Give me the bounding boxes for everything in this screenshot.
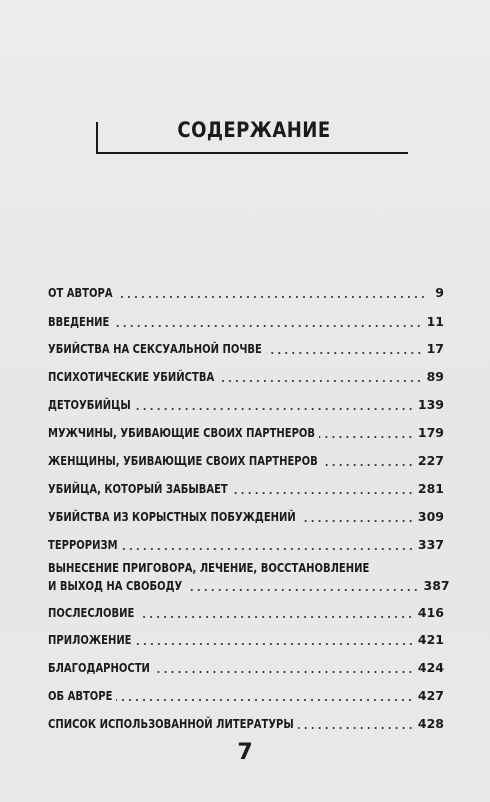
title-bracket-vertical bbox=[96, 122, 98, 154]
dot-leader bbox=[122, 548, 414, 550]
toc-entry-page: 337 bbox=[417, 537, 444, 552]
toc-entry-label: СПИСОК ИСПОЛЬЗОВАННОЙ ЛИТЕРАТУРЫ bbox=[48, 716, 294, 731]
toc-entry-page: 309 bbox=[417, 509, 444, 524]
toc-entry-label: ПОСЛЕСЛОВИЕ bbox=[48, 605, 135, 620]
toc-entry-label: ЖЕНЩИНЫ, УБИВАЮЩИЕ СВОИХ ПАРТНЕРОВ bbox=[48, 453, 318, 468]
toc-entry-page: 89 bbox=[426, 369, 444, 384]
toc-entry-appendix[interactable] bbox=[48, 631, 444, 649]
toc-entry-page: 17 bbox=[426, 341, 444, 356]
toc-entry-label-line2: И ВЫХОД НА СВОБОДУ bbox=[48, 578, 183, 593]
dot-leader bbox=[232, 492, 414, 494]
dot-leader bbox=[266, 352, 423, 354]
page-number: 7 bbox=[237, 740, 253, 765]
toc-entry-acknowledgements[interactable] bbox=[48, 659, 444, 677]
page-title: СОДЕРЖАНИЕ bbox=[177, 118, 331, 142]
dot-leader bbox=[186, 589, 419, 591]
toc-entry-bibliography[interactable] bbox=[48, 715, 444, 733]
toc-entry-from-author[interactable] bbox=[48, 284, 444, 302]
toc-entry-terrorism[interactable] bbox=[48, 536, 444, 554]
toc-entry-introduction[interactable] bbox=[48, 313, 444, 331]
dot-leader bbox=[300, 520, 414, 522]
toc-entry-label: БЛАГОДАРНОСТИ bbox=[48, 660, 150, 675]
toc-entry-page: 427 bbox=[417, 688, 444, 703]
toc-entry-label: УБИЙСТВА НА СЕКСУАЛЬНОЙ ПОЧВЕ bbox=[48, 341, 262, 356]
toc-entry-label: ПРИЛОЖЕНИЕ bbox=[48, 632, 132, 647]
toc-entry-label: ДЕТОУБИЙЦЫ bbox=[48, 397, 131, 412]
dot-leader bbox=[154, 671, 414, 673]
toc-entry-label: ТЕРРОРИЗМ bbox=[48, 537, 118, 552]
toc-entry-page: 281 bbox=[417, 481, 444, 496]
dot-leader bbox=[136, 643, 414, 645]
toc-entry-label: МУЖЧИНЫ, УБИВАЮЩИЕ СВОИХ ПАРТНЕРОВ bbox=[48, 425, 316, 440]
toc-entry-page: 416 bbox=[417, 605, 444, 620]
toc-entry-men-killing-partners[interactable] bbox=[48, 424, 444, 442]
toc-entry-women-killing-partners[interactable] bbox=[48, 452, 444, 470]
toc-entry-sentencing-treatment[interactable] bbox=[48, 559, 450, 595]
toc-entry-page: 421 bbox=[417, 632, 444, 647]
toc-entry-label-line1: ВЫНЕСЕНИЕ ПРИГОВОРА, ЛЕЧЕНИЕ, ВОССТАНОВЛЕНИЕ bbox=[48, 560, 370, 575]
toc-entry-about-author[interactable] bbox=[48, 687, 444, 705]
toc-entry-afterword[interactable] bbox=[48, 604, 444, 622]
toc-entry-page: 227 bbox=[417, 453, 444, 468]
toc-entry-label: ОТ АВТОРА bbox=[48, 285, 113, 300]
toc-entry-page: 139 bbox=[417, 397, 444, 412]
toc-entry-mercenary-murders[interactable] bbox=[48, 508, 444, 526]
toc-entry-page: 9 bbox=[435, 285, 444, 300]
dot-leader bbox=[117, 296, 426, 298]
toc-entry-page: 11 bbox=[426, 314, 444, 329]
dot-leader bbox=[138, 616, 414, 618]
title-block bbox=[96, 118, 412, 156]
toc-entry-label: УБИЙЦА, КОТОРЫЙ ЗАБЫВАЕТ bbox=[48, 481, 228, 496]
toc-entry-label-block bbox=[48, 559, 450, 595]
title-bracket-horizontal bbox=[96, 152, 408, 154]
toc-entry-page: 179 bbox=[417, 425, 444, 440]
toc-entry-child-killers[interactable] bbox=[48, 396, 444, 414]
dot-leader bbox=[113, 325, 422, 327]
toc-entry-page: 428 bbox=[417, 716, 444, 731]
toc-entry-label: ОБ АВТОРЕ bbox=[48, 688, 113, 703]
toc-entry-label: ВВЕДЕНИЕ bbox=[48, 314, 110, 329]
toc-entry-label: ПСИХОТИЧЕСКИЕ УБИЙСТВА bbox=[48, 369, 215, 384]
dot-leader bbox=[322, 464, 414, 466]
toc-entry-page: 424 bbox=[417, 660, 444, 675]
toc-entry-killer-who-forgets[interactable] bbox=[48, 480, 444, 498]
toc-entry-psychotic-murders[interactable] bbox=[48, 368, 444, 386]
dot-leader bbox=[116, 699, 413, 701]
dot-leader bbox=[298, 727, 414, 729]
toc-entry-label: УБИЙСТВА ИЗ КОРЫСТНЫХ ПОБУЖДЕНИЙ bbox=[48, 509, 296, 524]
dot-leader bbox=[218, 380, 422, 382]
toc-entry-sexual-murders[interactable] bbox=[48, 340, 444, 358]
dot-leader bbox=[319, 436, 414, 438]
dot-leader bbox=[135, 408, 414, 410]
toc-entry-page: 387 bbox=[423, 578, 450, 593]
